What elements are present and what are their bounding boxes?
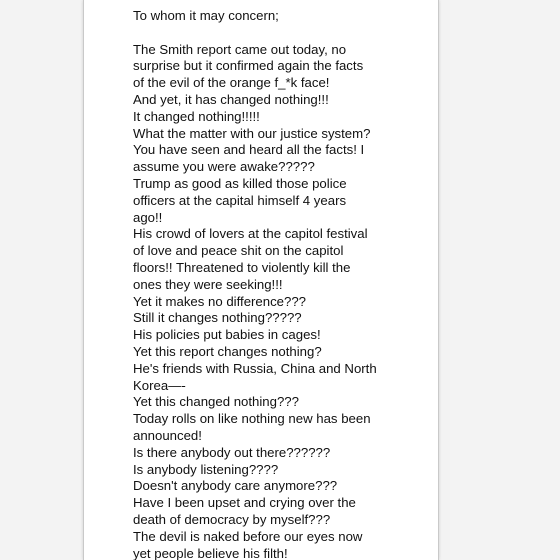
- letter-line: Yet it makes no difference???: [133, 293, 307, 309]
- letter-line: Trump as good as killed those police: [133, 175, 347, 191]
- letter-body: [133, 8, 433, 560]
- letter-line: surprise but it confirmed again the facts: [133, 58, 364, 74]
- letter-line: You have seen and heard all the facts! I: [133, 142, 365, 158]
- letter-line: ago!!: [133, 209, 163, 225]
- letter-greeting: To whom it may concern;: [133, 8, 279, 23]
- letter-line: It changed nothing!!!!!: [133, 108, 260, 124]
- letter-line: The devil is naked before our eyes now: [133, 528, 363, 544]
- letter-line: His crowd of lovers at the capitol festival: [133, 226, 368, 242]
- letter-line: ones they were seeking!!!: [133, 276, 283, 292]
- letter-line: announced!: [133, 427, 202, 443]
- letter-line: The Smith report came out today, no: [133, 41, 347, 57]
- letter-line: His policies put babies in cages!: [133, 327, 321, 343]
- letter-line: of love and peace shit on the capitol: [133, 243, 344, 259]
- letter-line: floors!! Threatened to violently kill the: [133, 259, 351, 275]
- letter-line: Korea—-: [133, 377, 186, 393]
- letter-line: Doesn't anybody care anymore???: [133, 478, 338, 494]
- letter-line: death of democracy by myself???: [133, 511, 331, 527]
- letter-line: Yet this report changes nothing?: [133, 343, 322, 359]
- letter-line: Is anybody listening????: [133, 461, 279, 477]
- paragraph-gap: [133, 25, 433, 42]
- letter-line: He's friends with Russia, China and North: [133, 360, 377, 376]
- letter-line: Have I been upset and crying over the: [133, 495, 356, 511]
- letter-line: And yet, it has changed nothing!!!: [133, 91, 329, 107]
- letter-line: assume you were awake?????: [133, 159, 315, 175]
- letter-line: yet people believe his filth!: [133, 545, 288, 560]
- letter-line: What the matter with our justice system?: [133, 125, 371, 141]
- letter-line: officers at the capital himself 4 years: [133, 192, 347, 208]
- letter-line: Today rolls on like nothing new has been: [133, 411, 371, 427]
- letter-line: Is there anybody out there??????: [133, 444, 331, 460]
- letter-line: Still it changes nothing?????: [133, 310, 302, 326]
- letter-line: Yet this changed nothing???: [133, 394, 299, 410]
- document-page: [83, 0, 439, 560]
- letter-line: of the evil of the orange f_*k face!: [133, 75, 330, 91]
- letter-lines: [133, 42, 433, 560]
